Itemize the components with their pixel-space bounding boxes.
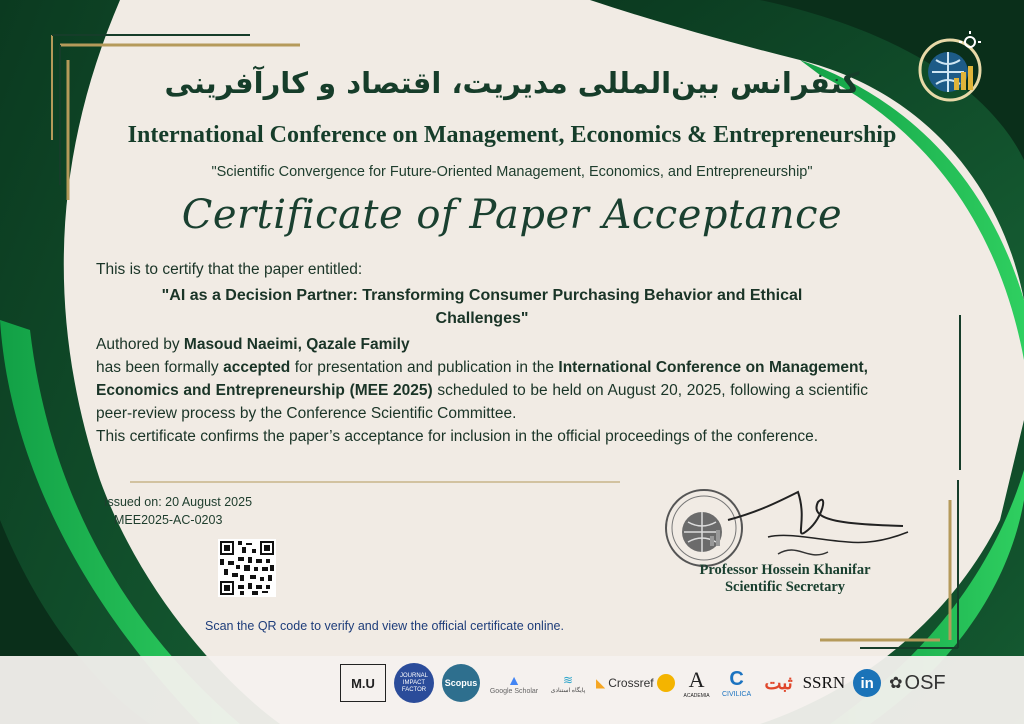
conference-name: International Conference on Management, Economics and Entrepreneurship (MEE 2025)	[96, 359, 868, 399]
impact-factor-logo	[394, 663, 434, 703]
acceptance-text-2: for presentation and publication in the	[290, 359, 559, 376]
osf-logo	[889, 672, 946, 695]
conference-title-persian: کنفرانس بین‌المللی مدیریت، اقتصاد و کارآفرینی	[164, 66, 860, 100]
issue-date: Issued on: 20 August 2025	[104, 495, 253, 509]
seal-and-signature	[658, 482, 918, 572]
indexing-logos-bar	[340, 663, 946, 703]
google-scholar-label: Google Scholar	[489, 687, 539, 695]
citation-index-logo	[548, 673, 588, 694]
scan-instruction: Scan the QR code to verify and view the official certificate online.	[205, 619, 564, 633]
google-scholar-icon: ▲	[507, 671, 521, 688]
confirmation-statement: This certificate confirms the paper’s acceptance for inclusion in the official proceedings of the conference.	[96, 428, 819, 445]
academia-icon: A	[688, 667, 705, 692]
signatory-role: Scientific Secretary	[724, 579, 846, 595]
osf-icon: ✿	[889, 675, 903, 692]
acceptance-text-3: scheduled to be held on August 20, 2025, following a scientific peer-review process by the Conference Scientific Committee.	[96, 382, 868, 422]
certificate-body	[96, 258, 868, 448]
authors-names: Masoud Naeimi, Qazale Family	[183, 336, 410, 353]
linkedin-logo: in	[853, 669, 881, 697]
paper-title: "AI as a Decision Partner: Transforming Consumer Purchasing Behavior and Ethical Challenges"	[161, 287, 803, 327]
crossref-icon: ◣	[596, 676, 606, 690]
osf-label: OSF	[904, 671, 946, 694]
mu-logo	[340, 664, 386, 702]
google-scholar-logo	[488, 672, 540, 695]
acceptance-text-1: has been formally	[96, 359, 224, 376]
signatory	[690, 562, 880, 596]
accepted-word: accepted	[223, 359, 291, 376]
authors-line	[96, 333, 868, 356]
scopus-logo: Scopus	[442, 664, 480, 702]
certificate-code: MEE2025-AC-0203	[114, 513, 223, 527]
civilica-label: CIVILICA	[721, 691, 752, 698]
citation-index-label: پایگاه استنادی	[550, 687, 586, 694]
certificate-title: Certificate of Paper Acceptance	[181, 192, 843, 238]
citation-index-icon: ≋	[562, 672, 574, 687]
conference-motto: "Scientific Convergence for Future-Oriented Management, Economics, and Entrepreneurship"	[211, 164, 813, 180]
crossref-label: Crossref	[608, 676, 654, 690]
mu-logo-label: M.U	[351, 675, 375, 691]
verification-qr-code[interactable]	[218, 539, 276, 597]
crossref-logo	[596, 674, 675, 692]
academia-label: ACADEMIA	[683, 693, 710, 699]
academia-logo	[683, 667, 711, 699]
civilica-logo	[719, 668, 755, 698]
doi-icon	[657, 674, 675, 692]
authored-by-label: Authored by	[96, 336, 184, 353]
civilica-icon: C	[729, 668, 744, 690]
impact-factor-label: JOURNAL IMPACT FACTOR	[399, 672, 428, 693]
issue-info	[104, 493, 252, 529]
conference-title-english: International Conference on Management, Economics & Entrepreneurship	[127, 122, 897, 148]
certify-intro: This is to certify that the paper entitled:	[96, 261, 363, 278]
sid-logo-icon: ثبت	[764, 672, 793, 693]
acceptance-statement	[96, 356, 868, 425]
signatory-name: Professor Hossein Khanifar	[699, 562, 871, 578]
ssrn-logo: SSRN	[802, 673, 846, 692]
